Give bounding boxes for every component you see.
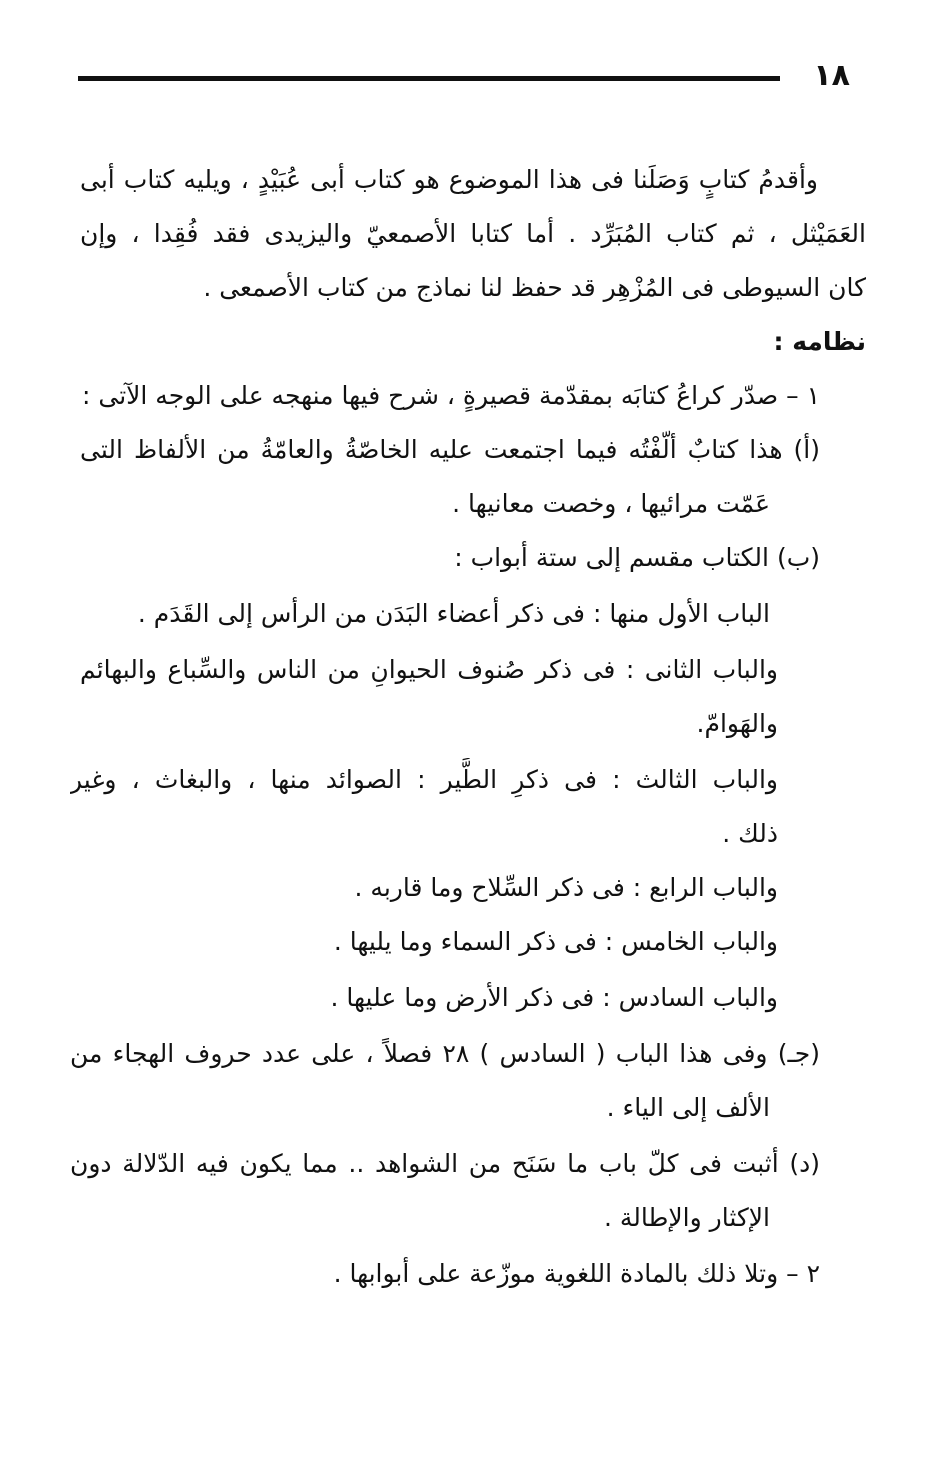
chapter-2-line-1: والباب الثانى : فى ذكر صُنوف الحيوانِ من الناس والسِّباع والبهائم	[80, 655, 778, 684]
chapter-4: والباب الرابع : فى ذكر السِّلاح وما قاربه .	[354, 873, 778, 902]
sub-item-a-line-2: عَمّت مرائيها ، وخصت معانيها .	[452, 489, 770, 518]
page-number: ١٨	[813, 58, 850, 93]
paragraph-line-2: العَمَيْثل ، ثم كتاب المُبَرِّد . أما كتابا الأصمعيّ واليزيدى فقد فُقِدا ، وإن	[80, 219, 866, 248]
paragraph-line-1: وأقدمُ كتابٍ وَصَلَنا فى هذا الموضوع هو كتاب أبى عُبَيْدٍ ، ويليه كتاب أبى	[80, 165, 818, 194]
chapter-1: الباب الأول منها : فى ذكر أعضاء البَدَن من الرأس إلى القَدَم .	[137, 599, 770, 628]
sub-item-d-line-1: (د) أثبت فى كلّ باب ما سَنَح من الشواهد .. مما يكون فيه الدّلالة دون	[70, 1149, 820, 1178]
chapter-6: والباب السادس : فى ذكر الأرض وما عليها .	[330, 983, 778, 1012]
list-item-1: ١ – صدّر كراعُ كتابَه بمقدّمة قصيرةٍ ، شرح فيها منهجه على الوجه الآتى :	[81, 381, 820, 410]
chapter-3-line-2: ذلك .	[722, 819, 778, 848]
list-item-2: ٢ – وتلا ذلك بالمادة اللغوية موزّعة على أبوابها .	[333, 1259, 820, 1288]
sub-item-c-line-2: الألف إلى الياء .	[606, 1093, 770, 1122]
chapter-3-line-1: والباب الثالث : فى ذكرِ الطَّير : الصوائد منها ، والبغاث ، وغير	[70, 765, 778, 794]
sub-item-d-line-2: الإكثار والإطالة .	[604, 1203, 770, 1232]
sub-item-b: (ب) الكتاب مقسم إلى ستة أبواب :	[454, 543, 820, 572]
sub-item-a-line-1: (أ) هذا كتابٌ ألّفْتُه فيما اجتمعت عليه الخاصّةُ والعامّةُ من الألفاظ التى	[80, 435, 820, 464]
chapter-2-line-2: والهَوامّ.	[696, 709, 778, 738]
paragraph-line-3: كان السيوطى فى المُزْهِر قد حفظ لنا نماذج من كتاب الأصمعى .	[203, 273, 866, 302]
section-heading: نظامه :	[773, 327, 866, 356]
header-rule	[78, 76, 780, 81]
sub-item-c-line-1: (جـ) وفى هذا الباب ( السادس ) ٢٨ فصلاً ، على عدد حروف الهجاء من	[70, 1039, 820, 1068]
chapter-5: والباب الخامس : فى ذكر السماء وما يليها .	[333, 927, 778, 956]
